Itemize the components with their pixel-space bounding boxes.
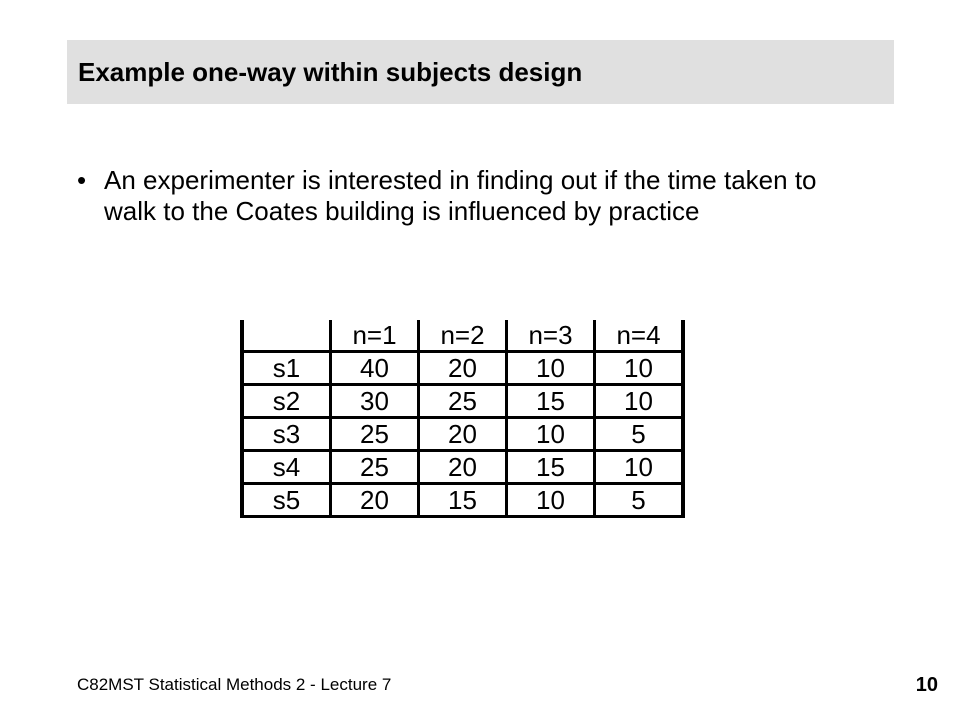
table-cell: 20 <box>331 484 419 517</box>
table-cell: 10 <box>595 385 684 418</box>
slide-title: Example one-way within subjects design <box>78 57 583 87</box>
table-subject-cell: s3 <box>242 418 331 451</box>
table-header-cell: n=3 <box>507 320 595 352</box>
table-cell: 10 <box>507 352 595 385</box>
table-subject-cell: s5 <box>242 484 331 517</box>
table-subject-cell: s1 <box>242 352 331 385</box>
table-row <box>242 451 683 484</box>
title-bar <box>67 40 894 104</box>
table-corner-cell <box>242 320 331 352</box>
table-cell: 25 <box>331 418 419 451</box>
table-cell: 5 <box>595 484 684 517</box>
table-cell: 20 <box>419 418 507 451</box>
table-header-cell: n=2 <box>419 320 507 352</box>
page-number: 10 <box>915 674 938 696</box>
data-table <box>240 320 685 518</box>
table-cell: 10 <box>595 352 684 385</box>
table-cell: 25 <box>419 385 507 418</box>
table-subject-cell: s2 <box>242 385 331 418</box>
bullet-text: An experimenter is interested in finding out if the time taken to walk to the Coates building is influenced by practice <box>104 165 817 226</box>
table-cell: 25 <box>331 451 419 484</box>
table-cell: 15 <box>419 484 507 517</box>
table-cell: 20 <box>419 451 507 484</box>
table-header-row <box>242 320 683 352</box>
table-cell: 5 <box>595 418 684 451</box>
table-row <box>242 484 683 517</box>
table-row <box>242 352 683 385</box>
table-cell: 15 <box>507 451 595 484</box>
table-cell: 40 <box>331 352 419 385</box>
table-row <box>242 418 683 451</box>
table-cell: 10 <box>595 451 684 484</box>
table-subject-cell: s4 <box>242 451 331 484</box>
table-cell: 20 <box>419 352 507 385</box>
bullet-marker: • <box>77 165 87 195</box>
table-header-cell: n=4 <box>595 320 684 352</box>
table-cell: 15 <box>507 385 595 418</box>
table-cell: 10 <box>507 484 595 517</box>
table-header-cell: n=1 <box>331 320 419 352</box>
footer-course: C82MST Statistical Methods 2 - Lecture 7 <box>77 675 392 694</box>
table-cell: 30 <box>331 385 419 418</box>
table-cell: 10 <box>507 418 595 451</box>
table-row <box>242 385 683 418</box>
